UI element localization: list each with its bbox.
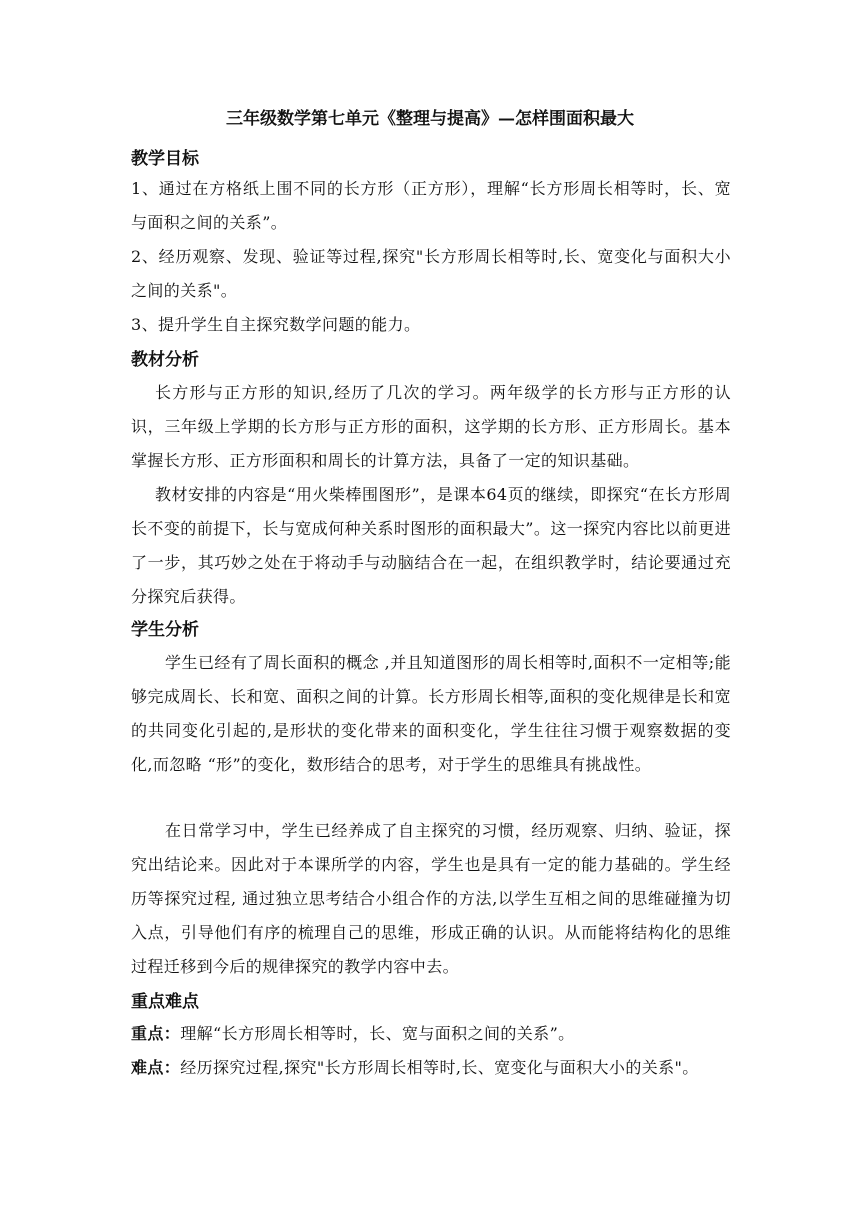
- heading-key-difficult-points: 重点难点: [131, 992, 199, 1012]
- student-paragraph-2: 在日常学习中，学生已经养成了自主探究的习惯，经历观察、归纳、验证，探究出结论来。因此对于本课所学的内容，学生也是具有一定的能力基础的。学生经历等探究过程, 通过独立思考结合小组合作的方法,以学生互相之间的思维碰撞为切入点，引导他们有序的梳理自己的思维，形成正确的认识。从而能将结构化的思维过程迁移到今后的规律探究的教学内容中去。: [131, 821, 731, 976]
- goal-item-2: 2、经历观察、发现、验证等过程,探究"长方形周长相等时,长、宽变化与面积大小之间的关系"。: [131, 247, 731, 300]
- key-point-text: 理解“长方形周长相等时，长、宽与面积之间的关系”。: [180, 1024, 575, 1043]
- heading-material-analysis: 教材分析: [131, 350, 199, 370]
- difficult-point-text: 经历探究过程,探究"长方形周长相等时,长、宽变化与面积大小的关系"。: [180, 1058, 699, 1077]
- difficult-point-line: [131, 1051, 731, 1085]
- goal-item-3: 3、提升学生自主探究数学问题的能力。: [131, 315, 421, 334]
- document-title: 三年级数学第七单元《整理与提高》—怎样围面积最大: [226, 109, 634, 129]
- material-paragraph-2: 教材安排的内容是“用火柴棒围图形”，是课本64页的继续，即探究“在长方形周长不变的前提下，长与宽成何种关系时图形的面积最大”。这一探究内容比以前更进了一步，其巧妙之处在于将动手与动脑结合在一起，在组织教学时，结论要通过充分探究后获得。: [131, 485, 731, 606]
- key-point-label: 重点：: [131, 1024, 181, 1043]
- material-paragraph-1: 长方形与正方形的知识,经历了几次的学习。两年级学的长方形与正方形的认识，三年级上学期的长方形与正方形的面积，这学期的长方形、正方形周长。基本掌握长方形、正方形面积和周长的计算方法，具备了一定的知识基础。: [131, 383, 731, 470]
- student-paragraph-1: 学生已经有了周长面积的概念 ,并且知道图形的周长相等时,面积不一定相等;能够完成周长、长和宽、面积之间的计算。长方形周长相等,面积的变化规律是长和宽的共同变化引起的,是形状的变化带来的面积变化，学生往往习惯于观察数据的变化,而忽略 “形”的变化，数形结合的思考，对于学生的思维具有挑战性。: [131, 653, 731, 774]
- key-point-line: [131, 1017, 731, 1051]
- difficult-point-label: 难点：: [131, 1058, 181, 1077]
- heading-teaching-goals: 教学目标: [131, 149, 199, 169]
- heading-student-analysis: 学生分析: [131, 620, 199, 640]
- goal-item-1: 1、通过在方格纸上围不同的长方形（正方形），理解“长方形周长相等时，长、宽与面积之间的关系”。: [131, 179, 731, 232]
